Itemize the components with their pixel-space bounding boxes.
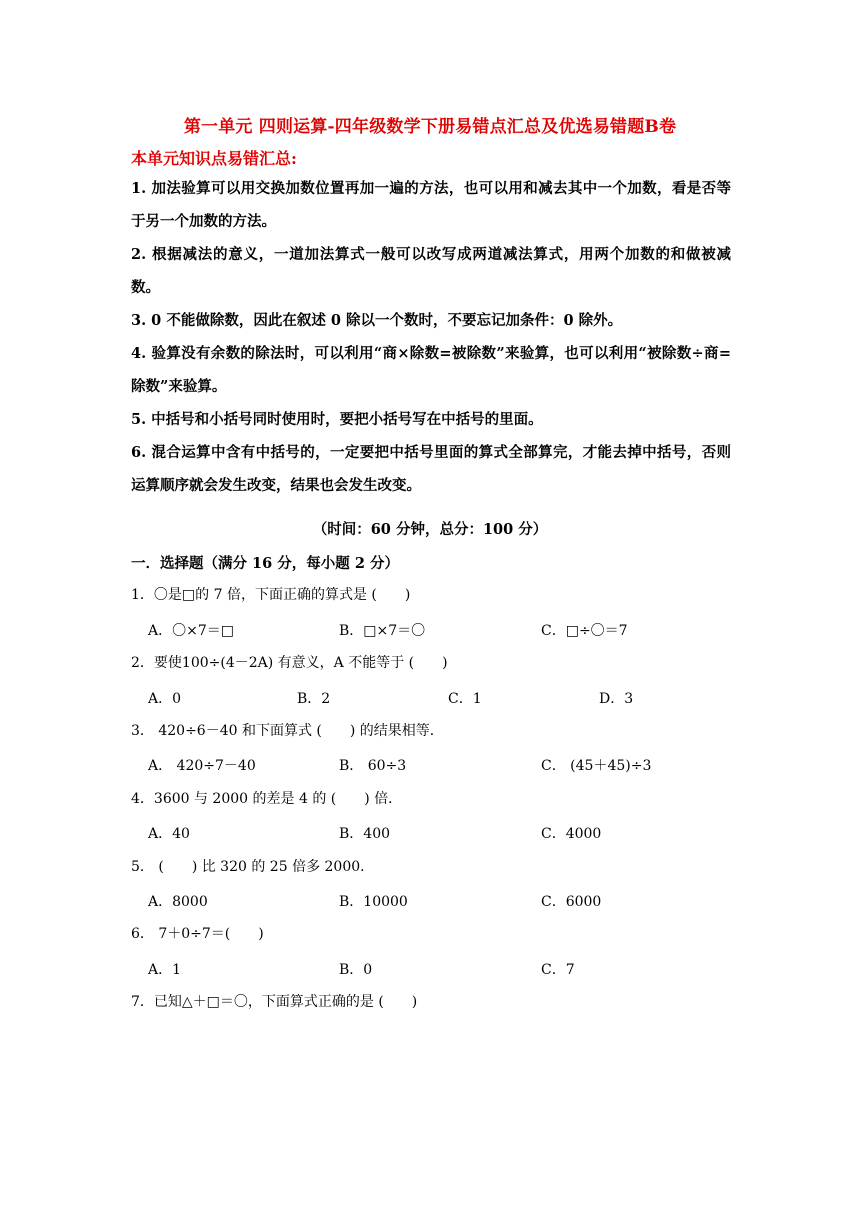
option-a: A．40 xyxy=(148,826,190,842)
option-c: C．□÷〇＝7 xyxy=(541,623,628,639)
question-options xyxy=(148,620,748,640)
exam-time-info: （时间：60 分钟，总分：100 分） xyxy=(312,521,548,538)
question-stem: 5． ( ) 比 320 的 25 倍多 2000． xyxy=(131,859,375,875)
option-a: A．1 xyxy=(148,962,182,978)
option-a: A．8000 xyxy=(148,894,208,910)
option-d: D．3 xyxy=(599,691,634,707)
option-c: C．6000 xyxy=(541,894,602,910)
option-b: B．10000 xyxy=(339,894,408,910)
question-options xyxy=(148,959,748,979)
question-stem: 6． 7＋0÷7＝( ) xyxy=(131,926,264,942)
knowledge-point: 4. 验算没有余数的除法时，可以利用“商×除数=被除数”来验算，也可以利用“被除数÷商=除数”来验算。 xyxy=(131,345,731,395)
knowledge-point: 1. 加法验算可以用交换加数位置再加一遍的方法，也可以用和减去其中一个加数，看是否等于另一个加数的方法。 xyxy=(131,180,731,230)
option-b: B．□×7＝〇 xyxy=(339,623,426,639)
option-a: A． 420÷7－40 xyxy=(148,758,256,774)
question-options xyxy=(148,823,748,843)
option-b: B．2 xyxy=(297,691,331,707)
option-c: C．4000 xyxy=(541,826,602,842)
option-c: C．1 xyxy=(448,691,482,707)
knowledge-point: 3. 0 不能做除数，因此在叙述 0 除以一个数时，不要忘记加条件：0 除外。 xyxy=(131,312,623,329)
question-options xyxy=(148,755,748,775)
option-b: B．0 xyxy=(339,962,373,978)
question-stem: 1．〇是□的 7 倍，下面正确的算式是 ( ) xyxy=(131,587,411,603)
option-c: C． (45＋45)÷3 xyxy=(541,758,652,774)
knowledge-point: 2. 根据减法的意义，一道加法算式一般可以改写成两道减法算式，用两个加数的和做被减数。 xyxy=(131,246,731,296)
knowledge-point: 5. 中括号和小括号同时使用时，要把小括号写在中括号的里面。 xyxy=(131,411,543,428)
option-a: A．〇×7＝□ xyxy=(148,623,234,639)
option-c: C．7 xyxy=(541,962,575,978)
part-heading: 一．选择题（满分 16 分，每小题 2 分） xyxy=(131,555,399,572)
question-options xyxy=(148,688,748,708)
option-b: B．400 xyxy=(339,826,391,842)
option-a: A．0 xyxy=(148,691,182,707)
question-stem: 3． 420÷6－40 和下面算式 ( ) 的结果相等． xyxy=(131,723,444,739)
section-heading: 本单元知识点易错汇总: xyxy=(131,149,297,168)
knowledge-point: 6. 混合运算中含有中括号的，一定要把中括号里面的算式全部算完，才能去掉中括号，否则运算顺序就会发生改变，结果也会发生改变。 xyxy=(131,444,731,494)
knowledge-points xyxy=(131,172,731,502)
document-title: 第一单元 四则运算-四年级数学下册易错点汇总及优选易错题B卷 xyxy=(183,117,677,137)
question-stem: 2．要使100÷(4－2A) 有意义，A 不能等于 ( ) xyxy=(131,655,448,671)
question-stem: 4．3600 与 2000 的差是 4 的 ( ) 倍． xyxy=(131,791,403,807)
question-stem: 7．已知△＋□＝〇，下面算式正确的是 ( ) xyxy=(131,994,418,1010)
question-options xyxy=(148,891,748,911)
option-b: B． 60÷3 xyxy=(339,758,407,774)
